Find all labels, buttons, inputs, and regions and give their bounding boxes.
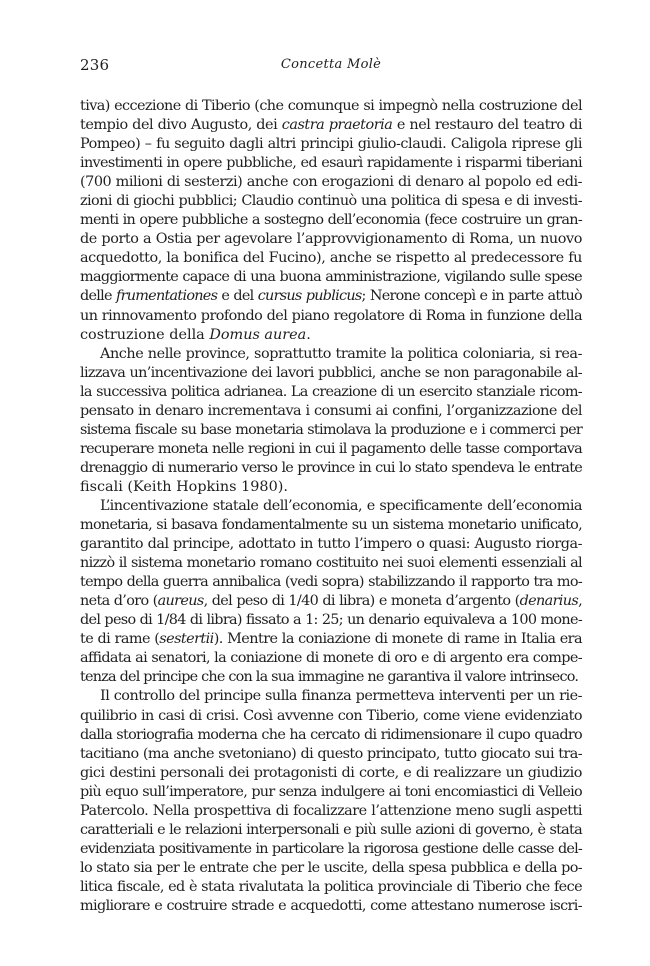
text-line: menti in opere pubbliche a sostegno dell’economia (fece costruire un gran- (80, 212, 582, 229)
text-line: (700 milioni di sesterzi) anche con erogazioni di denaro al popolo ed edi- (80, 174, 582, 191)
text-line: tenza del principe che con la sua immagine ne garantiva il valore intrinseco. (80, 669, 579, 686)
text-line: evidenziata positivamente in particolare la rigorosa gestione delle casse del- (80, 840, 582, 857)
text-line: affidata ai senatori, la coniazione di monete di oro e di argento era compe- (80, 650, 582, 667)
text-line: tacitiano (ma anche svetoniano) di questo principato, tutto giocato sui tra- (80, 745, 582, 762)
text-line: del peso di 1/84 di libra) fissato a 1: 25; un denario equivaleva a 100 mone- (80, 612, 582, 629)
text-line: te di rame (sestertii). Mentre la coniazione di monete di rame in Italia era (80, 631, 583, 648)
text-line: dalla storiografia moderna che ha cercato di ridimensionare il cupo quadro (80, 726, 582, 743)
text-line: nizzò il sistema monetario romano costituito nei suoi elementi essenziali al (80, 555, 582, 572)
text-line: Anche nelle province, soprattutto tramite la politica coloniaria, si rea- (100, 345, 582, 362)
running-head: Concetta Molè (280, 57, 382, 72)
text-line: maggiormente capace di una buona amministrazione, vigilando sulle spese (80, 269, 582, 286)
text-line: quilibrio in casi di crisi. Così avvenne con Tiberio, come viene evidenziato (80, 707, 582, 724)
text-line: lo stato sia per le entrate che per le uscite, della spesa pubblica e della po- (80, 859, 582, 876)
text-line: migliorare e costruire strade e acquedotti, come attestano numerose iscri- (80, 897, 582, 914)
text-line: un rinnovamento profondo del piano regolatore di Roma in funzione della (80, 307, 582, 324)
text-line: recuperare moneta nelle regioni in cui il pagamento delle tasse comportava (80, 440, 582, 457)
paragraph (80, 345, 582, 497)
text-line: sistema fiscale su base monetaria stimolava la produzione e i commerci per (80, 421, 582, 438)
text-line: zioni di giochi pubblici; Claudio continuò una politica di spesa e di investi- (80, 193, 582, 210)
text-line: più equo sull’imperatore, pur senza indulgere ai toni encomiastici di Velleio (80, 783, 582, 800)
paragraph (80, 97, 582, 345)
text-line: acquedotto, la bonifica del Fucino), anche se rispetto al predecessore fu (80, 250, 582, 267)
text-line: L’incentivazione statale dell’economia, e specificamente dell’economia (100, 497, 582, 514)
text-line: lizzava un’incentivazione dei lavori pubblici, anche se non paragonabile al- (80, 364, 582, 381)
text-line: garantito dal principe, adottato in tutto l’impero o quasi: Augusto riorga- (80, 536, 582, 553)
paragraph (80, 497, 582, 687)
text-line: litica fiscale, ed è stata rivalutata la politica provinciale di Tiberio che fece (80, 878, 582, 895)
text-line: neta d’oro (aureus, del peso di 1/40 di libra) e moneta d’argento (denarius, (80, 593, 582, 610)
text-line: monetaria, si basava fondamentalmente su un sistema monetario unificato, (80, 517, 582, 534)
body-text (80, 97, 582, 916)
text-line: Patercolo. Nella prospettiva di focalizzare l’attenzione meno sugli aspetti (80, 802, 582, 819)
text-line: delle frumentationes e del cursus publicus; Nerone concepì e in parte attuò (80, 288, 582, 305)
text-line: fiscali (Keith Hopkins 1980). (80, 478, 288, 495)
text-line: Il controllo del principe sulla finanza permetteva interventi per un rie- (100, 688, 582, 705)
text-line: drenaggio di numerario verso le province in cui lo stato spendeva le entrate (80, 459, 582, 476)
text-line: tempio del divo Augusto, dei castra praetoria e nel restauro del teatro di (80, 117, 582, 134)
page-number: 236 (80, 56, 110, 74)
text-line: tempo della guerra annibalica (vedi sopra) stabilizzando il rapporto tra mo- (80, 574, 582, 591)
text-line: caratteriali e le relazioni interpersonali e più sulle azioni di governo, è stata (80, 821, 582, 838)
paragraph (80, 687, 582, 916)
page-header (80, 56, 582, 80)
text-line: investimenti in opere pubbliche, ed esaurì rapidamente i risparmi tiberiani (80, 155, 582, 172)
text-line: Pompeo) – fu seguito dagli altri principi giulio-claudi. Caligola riprese gli (80, 136, 582, 153)
text-line: de porto a Ostia per agevolare l’approvvigionamento di Roma, un nuovo (80, 231, 582, 248)
text-line: gici destini personali dei protagonisti di corte, e di realizzare un giudizio (80, 764, 582, 781)
text-line: pensato in denaro incrementava i consumi ai confini, l’organizzazione del (80, 402, 582, 419)
text-line: costruzione della Domus aurea. (80, 326, 311, 343)
text-line: tiva) eccezione di Tiberio (che comunque si impegnò nella costruzione del (80, 98, 582, 114)
text-line: la successiva politica adrianea. La creazione di un esercito stanziale ricom- (80, 383, 582, 400)
